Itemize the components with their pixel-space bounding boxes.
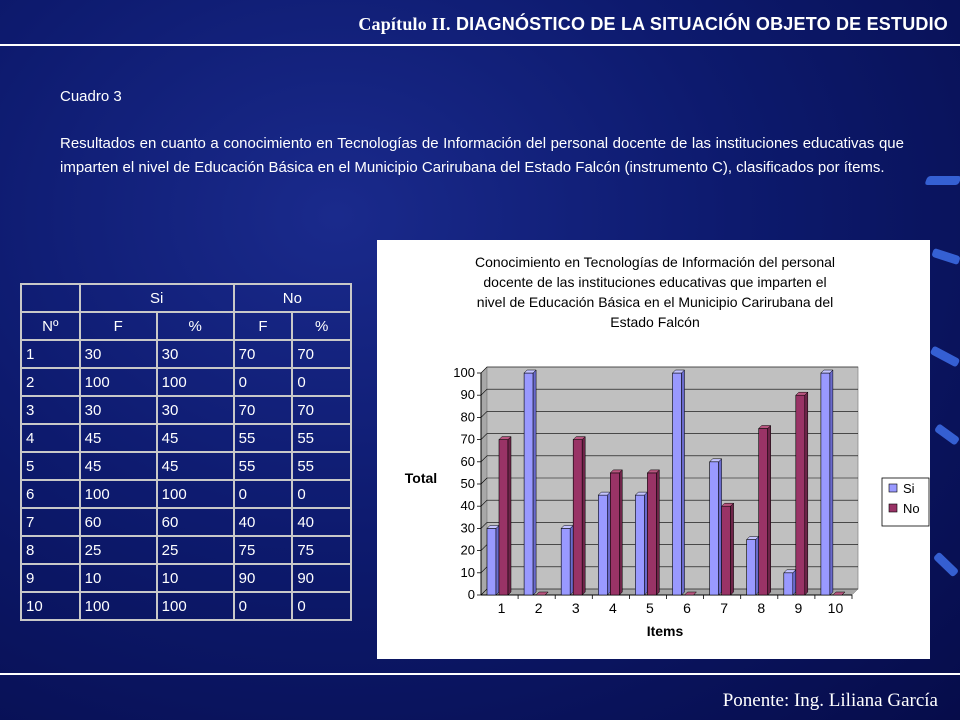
chart-bar-side xyxy=(508,437,511,595)
chart-bar-si xyxy=(561,528,570,595)
chart-bar-side xyxy=(731,503,734,595)
presenter-label: Ponente: Ing. Liliana García xyxy=(722,690,938,711)
chart-bar-si xyxy=(524,373,533,595)
table-cell: 4 xyxy=(21,424,80,452)
table-cell: 7 xyxy=(21,508,80,536)
decor-stripe xyxy=(930,345,960,367)
table-cell: 100 xyxy=(80,368,157,396)
chart-bar-side xyxy=(756,537,759,596)
table-row xyxy=(21,396,351,424)
table-cell: 0 xyxy=(234,368,293,396)
chart-title-line: nivel de Educación Básica en el Municipio Carirubana del xyxy=(476,294,834,310)
chart-bar-si xyxy=(487,528,496,595)
chart-y-tick-label: 70 xyxy=(460,431,475,447)
table-cell: 90 xyxy=(292,564,351,592)
chart-legend-swatch xyxy=(889,484,897,492)
page-header xyxy=(358,14,948,35)
table-cell: 55 xyxy=(292,424,351,452)
chart-x-tick-label: 5 xyxy=(646,600,654,616)
table-cell: 45 xyxy=(157,424,234,452)
table-subheader: Nº xyxy=(21,312,80,340)
chart-bar-side xyxy=(719,459,722,595)
chart-y-tick-label: 50 xyxy=(460,476,475,491)
table-header-si: Si xyxy=(80,284,234,312)
chart-bar-side xyxy=(496,525,499,595)
table-cell: 25 xyxy=(157,536,234,564)
chart-bar-side xyxy=(533,370,536,595)
chart-bar-side xyxy=(582,437,585,595)
table-subheader: % xyxy=(157,312,234,340)
decor-stripe xyxy=(931,248,960,265)
table-row xyxy=(21,564,351,592)
table-cell: 100 xyxy=(157,480,234,508)
chart-y-tick-label: 40 xyxy=(460,498,475,514)
chart-bar-no xyxy=(796,395,805,595)
table-cell: 100 xyxy=(157,592,234,620)
table-header-empty xyxy=(21,284,80,312)
table-subheader: F xyxy=(234,312,293,340)
table-cell: 2 xyxy=(21,368,80,396)
chart-legend-label: No xyxy=(903,501,920,516)
chart-bar-si xyxy=(635,495,644,595)
table-caption-text: Resultados en cuanto a conocimiento en Tecnologías de Información del personal docente de las instituciones educativas que imparten el nivel de Educación Básica en el Municipio Carirubana del Estado Falcón (instrumento C), clasificados por ítems. xyxy=(60,135,904,176)
chart-x-tick-label: 6 xyxy=(683,600,691,616)
chart-y-tick-label: 30 xyxy=(460,520,475,536)
table-cell: 70 xyxy=(292,340,351,368)
table-cell: 10 xyxy=(80,564,157,592)
chart-y-axis-label: Total xyxy=(404,470,438,486)
table-cell: 55 xyxy=(292,452,351,480)
chart-y-tick-label: 0 xyxy=(467,587,475,602)
table-cell: 40 xyxy=(234,508,293,536)
table-cell: 60 xyxy=(80,508,157,536)
chart-bar-si xyxy=(673,373,682,595)
chart-y-tick-label: 80 xyxy=(460,409,475,425)
table-cell: 5 xyxy=(21,452,80,480)
table-subheader: % xyxy=(292,312,351,340)
chart-x-tick-label: 3 xyxy=(571,600,580,616)
table-subheader: F xyxy=(80,312,157,340)
chart-bar-side xyxy=(619,470,622,595)
chart-bar-no xyxy=(499,440,508,595)
chapter-label: Capítulo II. xyxy=(358,14,451,34)
table-cell: 3 xyxy=(21,396,80,424)
table-caption-label: Cuadro 3 xyxy=(60,88,122,105)
table-cell: 0 xyxy=(292,368,351,396)
table-cell: 55 xyxy=(234,424,293,452)
chart-bar-side xyxy=(607,492,610,595)
table-cell: 0 xyxy=(292,592,351,620)
chart-bar-no xyxy=(647,473,656,595)
table-cell: 30 xyxy=(157,340,234,368)
table-cell: 75 xyxy=(292,536,351,564)
table-cell: 0 xyxy=(234,480,293,508)
table-cell: 100 xyxy=(80,480,157,508)
table-sub-header-row xyxy=(21,312,351,340)
chart-bar-si xyxy=(710,462,719,595)
table-cell: 40 xyxy=(292,508,351,536)
chart-bar-side xyxy=(644,492,647,595)
chart-bar-side xyxy=(793,570,796,595)
table-cell: 70 xyxy=(292,396,351,424)
table-row xyxy=(21,536,351,564)
chart-bar-side xyxy=(830,370,833,595)
table-cell: 9 xyxy=(21,564,80,592)
table-cell: 6 xyxy=(21,480,80,508)
table-row xyxy=(21,508,351,536)
table-row xyxy=(21,368,351,396)
bar-chart xyxy=(377,240,930,659)
table-cell: 25 xyxy=(80,536,157,564)
chart-bar-si xyxy=(821,373,830,595)
table-cell: 1 xyxy=(21,340,80,368)
decor-stripe xyxy=(933,552,959,578)
table-cell: 75 xyxy=(234,536,293,564)
table-row xyxy=(21,424,351,452)
table-row xyxy=(21,340,351,368)
chart-title-line: docente de las instituciones educativas que imparten el xyxy=(483,274,827,290)
footer-divider xyxy=(0,673,960,675)
table-header-no: No xyxy=(234,284,351,312)
chart-y-tick-label: 100 xyxy=(453,365,475,380)
table-cell: 30 xyxy=(80,340,157,368)
table-cell: 70 xyxy=(234,340,293,368)
table-cell: 10 xyxy=(21,592,80,620)
chart-bar-no xyxy=(722,506,731,595)
table-cell: 45 xyxy=(157,452,234,480)
chart-legend-label: Si xyxy=(903,481,915,496)
chart-x-tick-label: 1 xyxy=(497,600,506,616)
chart-y-tick-label: 20 xyxy=(460,542,475,558)
table-cell: 100 xyxy=(80,592,157,620)
chart-bar-si xyxy=(747,540,756,596)
header-divider xyxy=(0,44,960,46)
table-group-header-row xyxy=(21,284,351,312)
table-cell: 10 xyxy=(157,564,234,592)
chart-bar-si xyxy=(784,573,793,595)
chart-bar-side xyxy=(570,525,573,595)
table-cell: 0 xyxy=(292,480,351,508)
chart-bar-si xyxy=(598,495,607,595)
chart-x-tick-label: 7 xyxy=(720,600,729,616)
table-cell: 100 xyxy=(157,368,234,396)
chart-bar-no xyxy=(610,473,619,595)
chapter-title: DIAGNÓSTICO DE LA SITUACIÓN OBJETO DE ESTUDIO xyxy=(455,14,948,34)
chart-x-tick-label: 4 xyxy=(608,600,617,616)
results-table xyxy=(20,283,352,621)
chart-panel xyxy=(377,240,930,659)
table-cell: 0 xyxy=(234,592,293,620)
chart-bar-side xyxy=(768,426,771,596)
chart-title-line: Estado Falcón xyxy=(610,314,700,330)
chart-bar-no xyxy=(573,440,582,595)
chart-bar-side xyxy=(656,470,659,595)
chart-y-tick-label: 60 xyxy=(460,453,475,469)
chart-y-tick-label: 90 xyxy=(460,387,475,403)
chart-bar-no xyxy=(759,429,768,596)
table-row xyxy=(21,592,351,620)
table-cell: 30 xyxy=(157,396,234,424)
table-row xyxy=(21,452,351,480)
table-cell: 45 xyxy=(80,424,157,452)
chart-bar-side xyxy=(682,370,685,595)
chart-x-tick-label: 8 xyxy=(757,600,766,616)
decor-stripe xyxy=(924,176,960,185)
chart-x-tick-label: 9 xyxy=(794,600,803,616)
table-cell: 90 xyxy=(234,564,293,592)
chart-legend-swatch xyxy=(889,504,897,512)
chart-x-tick-label: 10 xyxy=(827,600,844,616)
chart-x-tick-label: 2 xyxy=(534,600,543,616)
table-cell: 45 xyxy=(80,452,157,480)
decor-stripe xyxy=(934,423,960,446)
chart-title-line: Conocimiento en Tecnologías de Información del personal xyxy=(474,254,836,270)
chart-y-tick-label: 10 xyxy=(460,564,475,580)
chart-bar-side xyxy=(805,392,808,595)
table-cell: 70 xyxy=(234,396,293,424)
chart-x-axis-label: Items xyxy=(646,623,684,639)
table-cell: 8 xyxy=(21,536,80,564)
table-row xyxy=(21,480,351,508)
table-cell: 30 xyxy=(80,396,157,424)
table-cell: 55 xyxy=(234,452,293,480)
table-cell: 60 xyxy=(157,508,234,536)
